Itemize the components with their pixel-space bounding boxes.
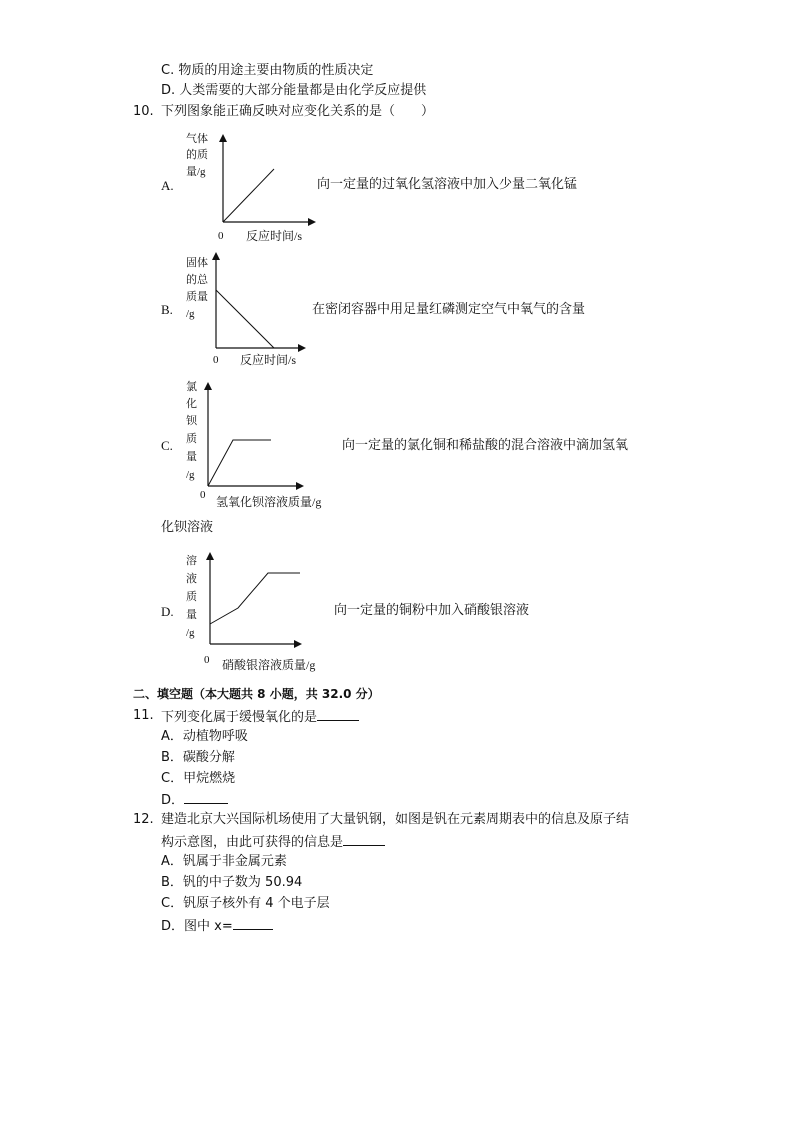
- q10-graph-c: [180, 376, 350, 514]
- q10-graph-b: [180, 250, 320, 370]
- q12-option-d: [161, 917, 273, 935]
- graph-c-ylabel-2: 化: [186, 398, 197, 410]
- graph-a-ylabel-1: 气体: [186, 133, 208, 145]
- q11-option-c: C．甲烷燃烧: [161, 771, 236, 786]
- q11-option-d: [161, 791, 228, 809]
- q10-number: 10.: [133, 104, 154, 119]
- q11-stem-text: 下列变化属于缓慢氧化的是: [161, 710, 318, 725]
- answer-blank[interactable]: [317, 708, 359, 721]
- graph-a-curve: [223, 169, 274, 222]
- q11-option-a: A．动植物呼吸: [161, 729, 248, 744]
- graph-b-ylabel-4: /g: [186, 308, 195, 320]
- q12-stem-line2: [161, 833, 385, 851]
- graph-d-ylabel-3: 质: [186, 591, 197, 603]
- q11-option-b: B．碳酸分解: [161, 750, 235, 765]
- graph-c-origin: 0: [200, 489, 206, 501]
- q10-option-b-description: 在密闭容器中用足量红磷测定空气中氧气的含量: [312, 302, 586, 317]
- graph-b-ylabel-1: 固体: [186, 257, 208, 269]
- graph-b-curve: [216, 290, 274, 348]
- graph-b-ylabel-3: 质量: [186, 291, 208, 303]
- q10-graph-d: [180, 548, 350, 676]
- graph-c-ylabel-4: 质: [186, 433, 197, 445]
- q10-option-a-description: 向一定量的过氧化氢溶液中加入少量二氧化锰: [317, 177, 578, 192]
- q9-option-d: D. 人类需要的大部分能量都是由化学反应提供: [161, 83, 427, 98]
- graph-d-curve: [210, 573, 300, 624]
- q10-graph-a: [180, 128, 320, 246]
- q10-option-c-letter: C.: [161, 438, 173, 453]
- q12-option-b: B．钒的中子数为 50.94: [161, 875, 303, 890]
- graph-c-ylabel-1: 氯: [186, 381, 197, 393]
- q10-option-c-description-cont: 化钡溶液: [161, 520, 214, 535]
- graph-a-xlabel: 反应时间/s: [246, 229, 303, 243]
- graph-c-ylabel-5: 量: [186, 451, 197, 463]
- graph-d-ylabel-5: /g: [186, 627, 195, 639]
- graph-c-ylabel-3: 钡: [186, 415, 197, 427]
- graph-d-ylabel-1: 溶: [186, 555, 197, 567]
- q10-option-d-letter: D.: [161, 604, 174, 619]
- q9-option-c: C. 物质的用途主要由物质的性质决定: [161, 63, 374, 78]
- q10-option-c-description: 向一定量的氯化铜和稀盐酸的混合溶液中滴加氢氧: [342, 438, 629, 453]
- q12-option-c: C．钒原子核外有 4 个电子层: [161, 896, 330, 911]
- q11-number: 11.: [133, 708, 154, 723]
- graph-a-ylabel-3: 量/g: [186, 166, 206, 178]
- q10-option-b-letter: B.: [161, 302, 173, 317]
- graph-b-ylabel-2: 的总: [186, 274, 208, 286]
- q11-stem: [161, 708, 359, 726]
- graph-b-origin: 0: [213, 354, 219, 366]
- q12-stem-line1: 建造北京大兴国际机场使用了大量钒钢，如图是钒在元素周期表中的信息及原子结: [161, 812, 630, 827]
- graph-c-ylabel-6: /g: [186, 469, 195, 481]
- answer-blank[interactable]: [343, 833, 385, 846]
- graph-b-xlabel: 反应时间/s: [240, 353, 297, 367]
- q10-stem: 下列图象能正确反映对应变化关系的是（ ）: [161, 104, 435, 119]
- graph-d-ylabel-4: 量: [186, 609, 197, 621]
- q12-option-a: A．钒属于非金属元素: [161, 854, 287, 869]
- q12-number: 12.: [133, 812, 154, 827]
- answer-blank[interactable]: [184, 791, 228, 804]
- graph-a-origin: 0: [218, 230, 224, 242]
- q12-stem-line2-text: 构示意图，由此可获得的信息是: [161, 835, 344, 850]
- graph-d-xlabel: 硝酸银溶液质量/g: [222, 658, 316, 672]
- answer-blank[interactable]: [233, 917, 273, 930]
- graph-c-curve: [208, 440, 271, 486]
- q10-option-d-description: 向一定量的铜粉中加入硝酸银溶液: [334, 603, 530, 618]
- section-heading: 二、填空题（本大题共 8 小题，共 32.0 分）: [133, 687, 380, 701]
- q10-option-a-letter: A.: [161, 178, 174, 193]
- graph-d-ylabel-2: 液: [186, 573, 197, 585]
- q12-option-d-text: D．图中 x=: [161, 919, 233, 934]
- q11-option-d-text: D．: [161, 793, 185, 808]
- graph-a-ylabel-2: 的质: [186, 149, 208, 161]
- graph-c-xlabel: 氢氧化钡溶液质量/g: [216, 495, 322, 509]
- graph-d-origin: 0: [204, 654, 210, 666]
